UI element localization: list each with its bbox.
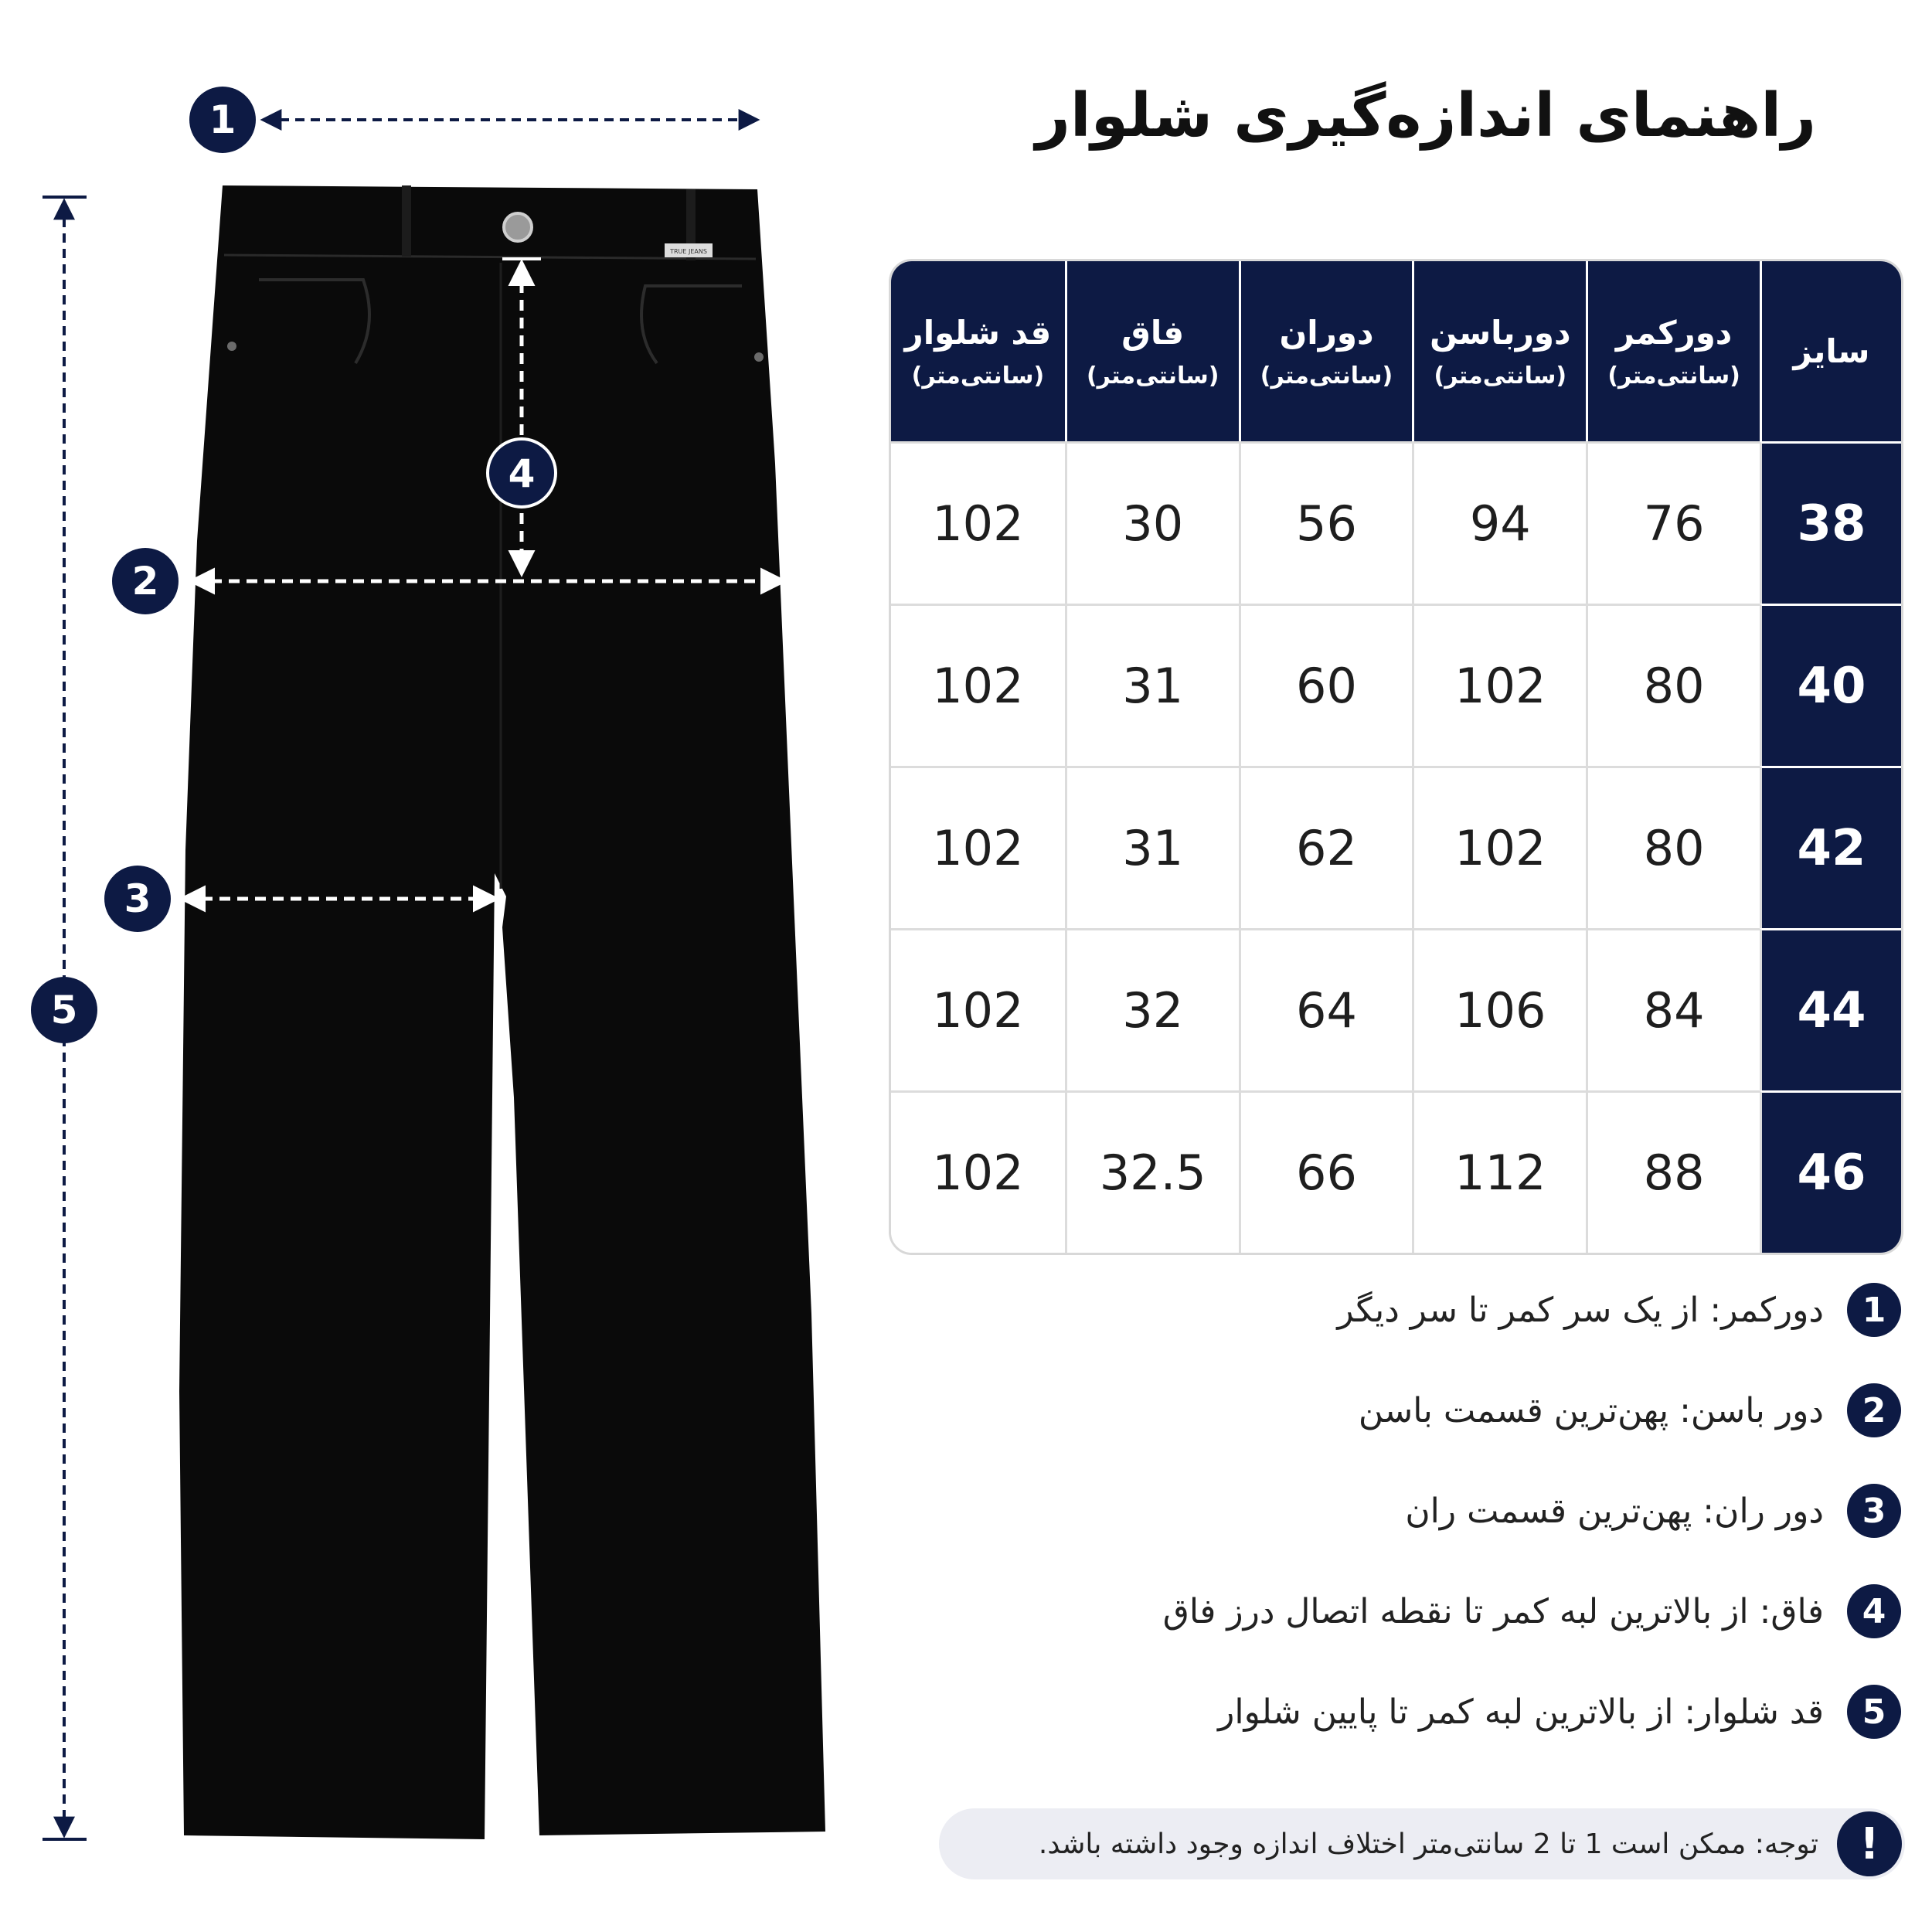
table-cell: 32.5 bbox=[1065, 1090, 1239, 1253]
table-cell: 66 bbox=[1239, 1090, 1413, 1253]
table-row bbox=[891, 441, 1901, 604]
table-cell: 112 bbox=[1412, 1090, 1586, 1253]
legend-item bbox=[1005, 1383, 1901, 1437]
table-cell: 102 bbox=[891, 766, 1065, 928]
table-row bbox=[891, 1090, 1901, 1253]
svg-text:3: 3 bbox=[124, 876, 151, 921]
table-cell: 56 bbox=[1239, 441, 1413, 604]
marker-4 bbox=[488, 439, 556, 507]
header-rise: فاق (سانتی‌متر) bbox=[1065, 261, 1239, 441]
header-thigh: دوران (سانتی‌متر) bbox=[1239, 261, 1413, 441]
legend-text: فاق: از بالاترین لبه کمر تا نقطه اتصال درز فاق bbox=[1162, 1591, 1824, 1631]
table-cell: 94 bbox=[1412, 441, 1586, 604]
table-cell: 102 bbox=[891, 928, 1065, 1090]
size-cell: 38 bbox=[1760, 441, 1901, 604]
legend-item bbox=[1005, 1584, 1901, 1638]
legend-text: قد شلوار: از بالاترین لبه کمر تا پایین شلوار bbox=[1218, 1692, 1824, 1732]
size-cell: 42 bbox=[1760, 766, 1901, 928]
table-cell: 102 bbox=[1412, 604, 1586, 766]
table-cell: 32 bbox=[1065, 928, 1239, 1090]
size-cell: 40 bbox=[1760, 604, 1901, 766]
svg-text:4: 4 bbox=[508, 451, 536, 496]
legend-text: دور ران: پهن‌ترین قسمت ران bbox=[1405, 1491, 1824, 1531]
table-row bbox=[891, 604, 1901, 766]
table-cell: 76 bbox=[1586, 441, 1760, 604]
svg-text:2: 2 bbox=[131, 559, 159, 604]
size-table bbox=[889, 259, 1903, 1255]
table-cell: 84 bbox=[1586, 928, 1760, 1090]
table-cell: 31 bbox=[1065, 604, 1239, 766]
pants-illustration bbox=[179, 185, 825, 1839]
number-badge: 5 bbox=[1847, 1685, 1901, 1739]
table-header-row bbox=[891, 261, 1901, 441]
table-row bbox=[891, 766, 1901, 928]
measurement-legend bbox=[1005, 1283, 1901, 1785]
button-icon bbox=[504, 213, 532, 241]
legend-text: دورکمر: از یک سر کمر تا سر دیگر bbox=[1337, 1290, 1824, 1330]
size-cell: 46 bbox=[1760, 1090, 1901, 1253]
table-cell: 30 bbox=[1065, 441, 1239, 604]
header-size: سایز bbox=[1760, 261, 1901, 441]
svg-text:5: 5 bbox=[50, 988, 78, 1032]
table-cell: 106 bbox=[1412, 928, 1586, 1090]
pants-diagram bbox=[0, 0, 858, 1932]
page-title: راهنمای اندازه‌گیری شلوار bbox=[1035, 81, 1816, 151]
table-cell: 80 bbox=[1586, 766, 1760, 928]
marker-1 bbox=[189, 87, 256, 153]
header-waist: دورکمر (سانتی‌متر) bbox=[1586, 261, 1760, 441]
table-cell: 80 bbox=[1586, 604, 1760, 766]
label-tag-text: TRUE JEANS bbox=[670, 248, 707, 255]
table-cell: 102 bbox=[891, 441, 1065, 604]
number-badge: 2 bbox=[1847, 1383, 1901, 1437]
table-cell: 31 bbox=[1065, 766, 1239, 928]
legend-item bbox=[1005, 1283, 1901, 1337]
table-cell: 102 bbox=[891, 604, 1065, 766]
note-banner bbox=[939, 1808, 1905, 1879]
marker-5 bbox=[31, 977, 97, 1043]
table-cell: 62 bbox=[1239, 766, 1413, 928]
note-text: توجه: ممکن است 1 تا 2 سانتی‌متر اختلاف اندازه وجود داشته باشد. bbox=[1038, 1828, 1818, 1860]
table-cell: 64 bbox=[1239, 928, 1413, 1090]
svg-text:1: 1 bbox=[209, 97, 236, 142]
legend-text: دور باسن: پهن‌ترین قسمت باسن bbox=[1358, 1390, 1824, 1430]
table-cell: 102 bbox=[1412, 766, 1586, 928]
exclamation-icon: ! bbox=[1837, 1811, 1902, 1876]
marker-3 bbox=[104, 866, 171, 932]
table-cell: 60 bbox=[1239, 604, 1413, 766]
legend-item bbox=[1005, 1484, 1901, 1538]
legend-item bbox=[1005, 1685, 1901, 1739]
table-cell: 102 bbox=[891, 1090, 1065, 1253]
header-length: قد شلوار (سانتی‌متر) bbox=[891, 261, 1065, 441]
number-badge: 3 bbox=[1847, 1484, 1901, 1538]
table-row bbox=[891, 928, 1901, 1090]
number-badge: 1 bbox=[1847, 1283, 1901, 1337]
marker-2 bbox=[112, 548, 179, 614]
number-badge: 4 bbox=[1847, 1584, 1901, 1638]
header-hip: دورباسن (سانتی‌متر) bbox=[1412, 261, 1586, 441]
size-cell: 44 bbox=[1760, 928, 1901, 1090]
table-cell: 88 bbox=[1586, 1090, 1760, 1253]
